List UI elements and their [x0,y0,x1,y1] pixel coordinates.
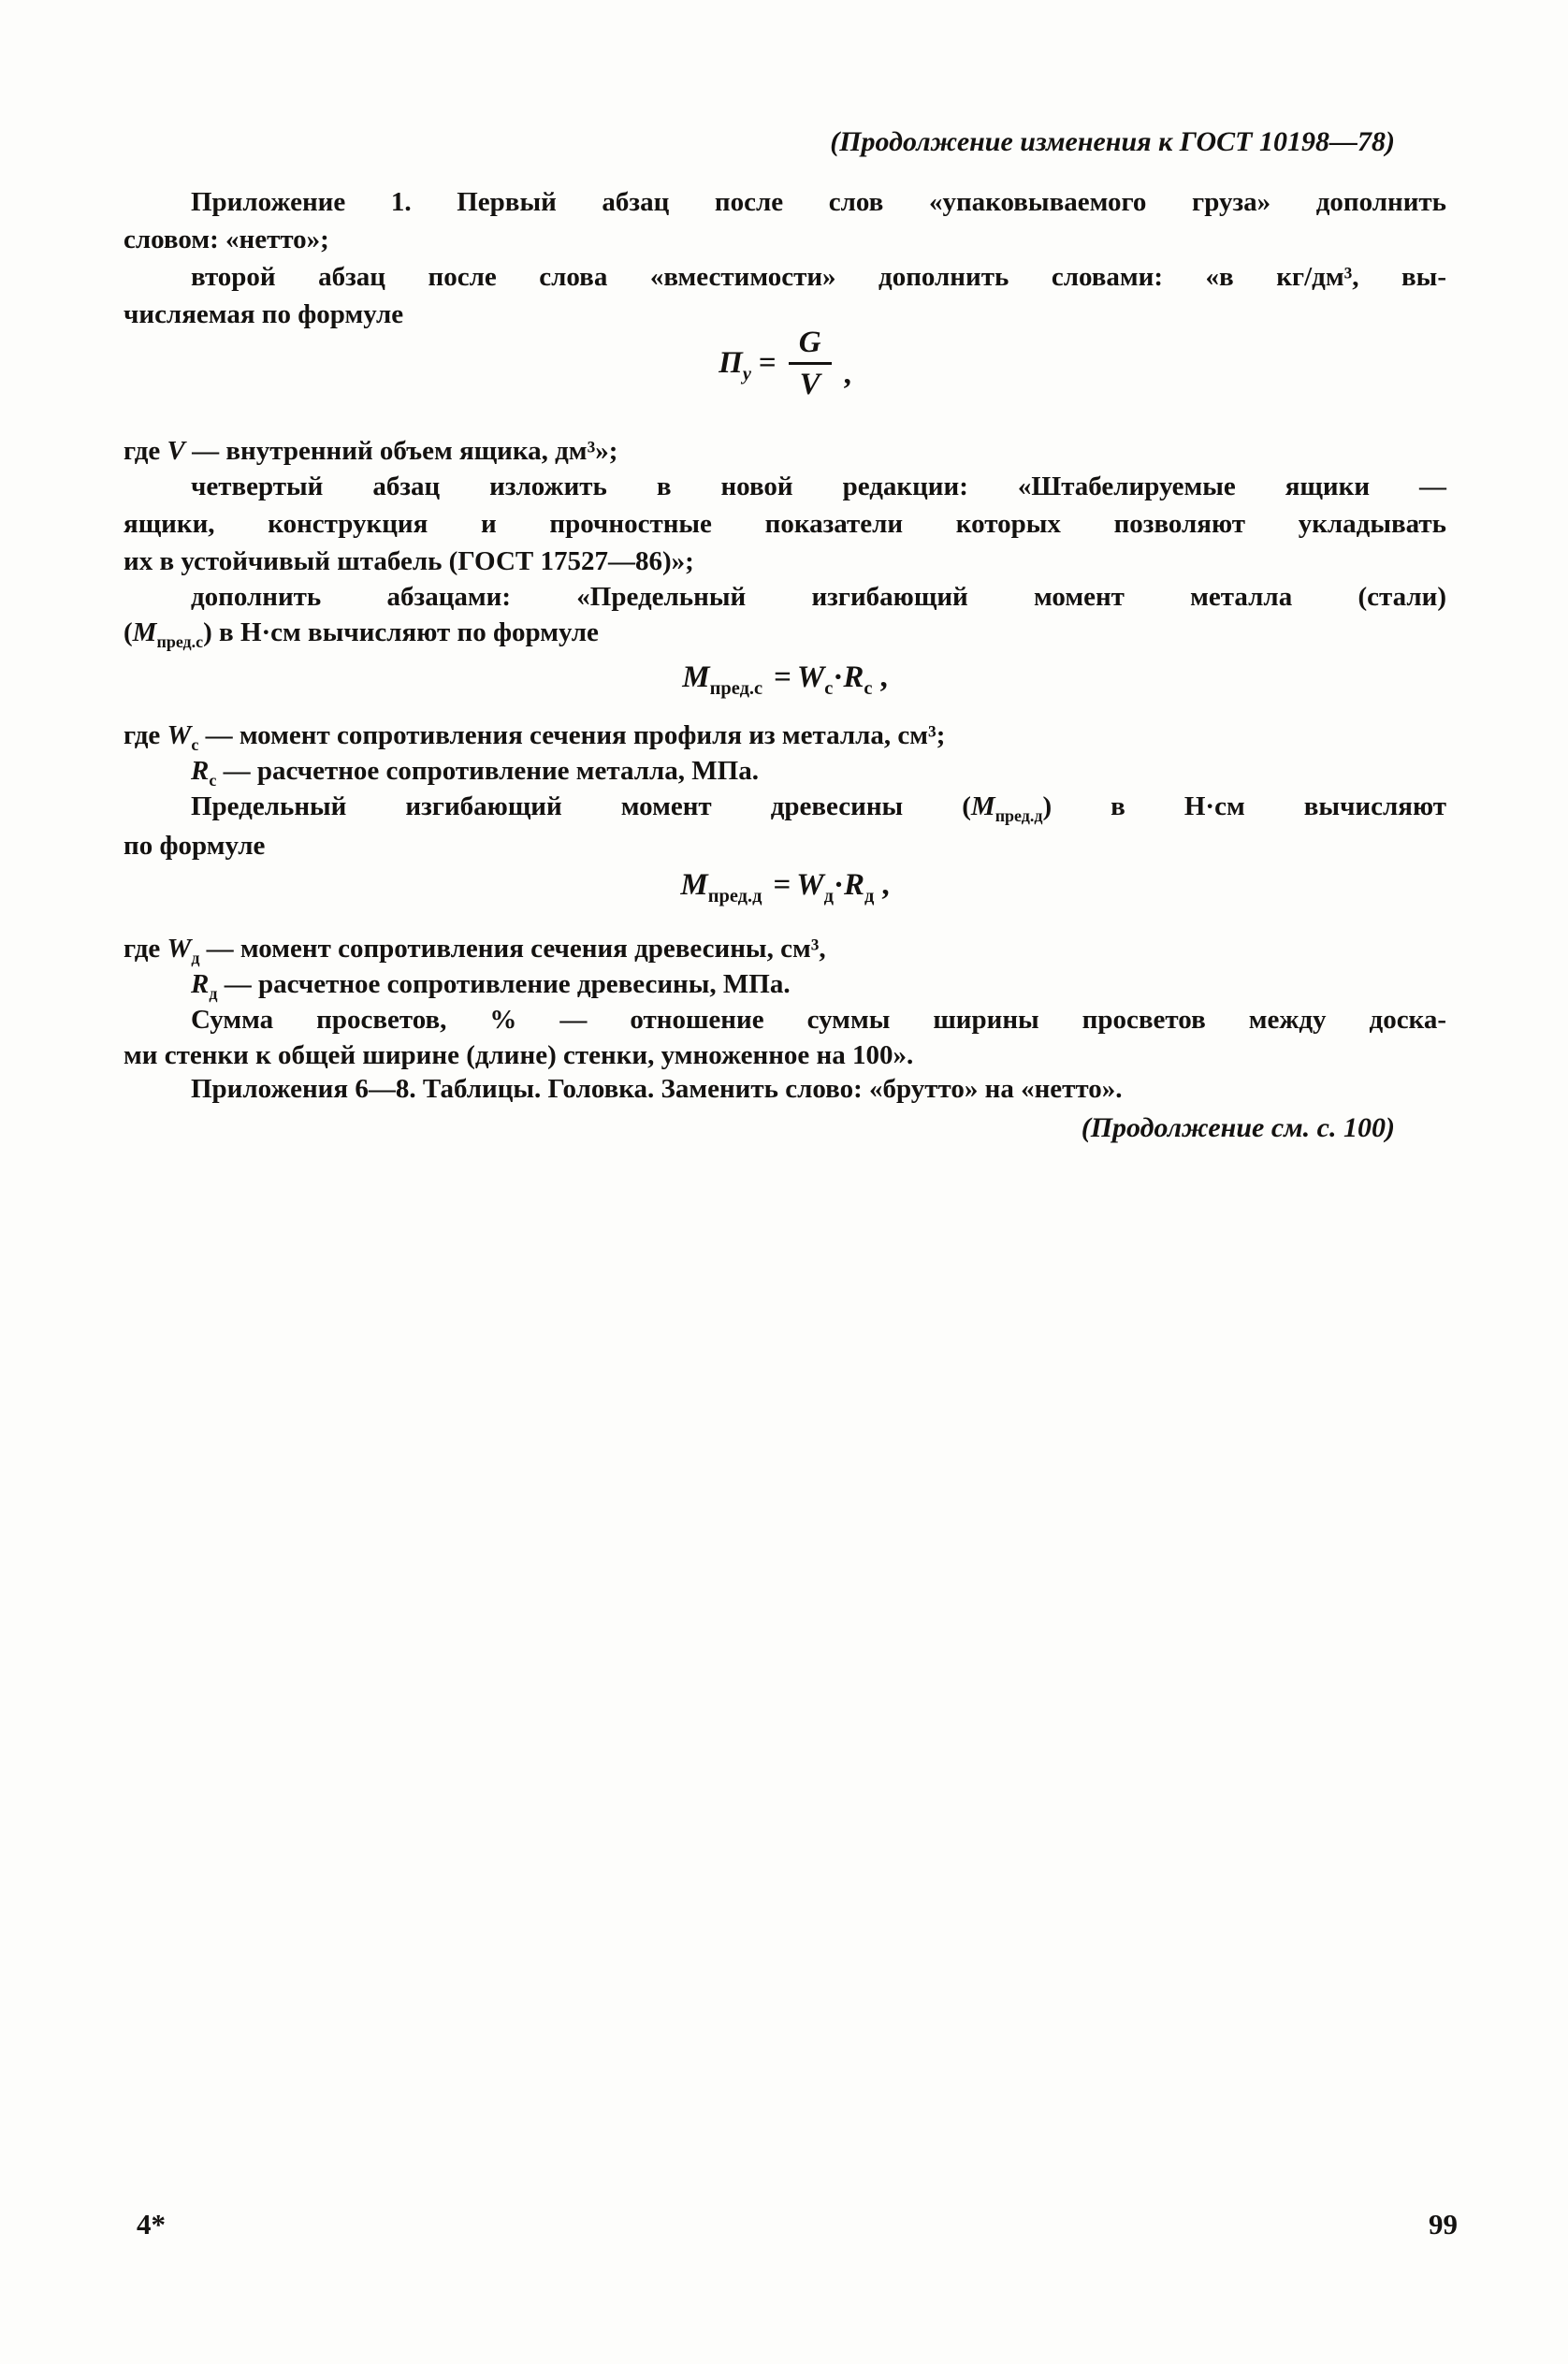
text-line: ми стенки к общей ширине (длине) стенки, умноженное на 100». [123,1040,914,1070]
text-line: Сумма просветов, % — отношение суммы ширины просветов между доска- [191,1005,1446,1035]
page-content [123,0,1446,2364]
text-line: второй абзац после слова «вместимости» дополнить словами: «в кг/дм³, вы- [191,262,1446,292]
text-line: их в устойчивый штабель (ГОСТ 17527—86)»; [123,546,694,576]
text-line: дополнить абзацами: «Предельный изгибающий момент металла (стали) [191,582,1446,612]
text-line: по формуле [123,831,266,861]
definition-r-d: $R_д$ — расчетное сопротивление древесины, МПа. [191,969,791,1004]
formula-m-pred-d: $М_{пред.д} = W_д\cdot R_д$ , [680,868,890,907]
definition-w-c: где $W_с$ — момент сопротивления сечения профиля из металла, см³; [123,720,946,755]
footer-signature-mark: 4* [137,2208,166,2241]
text-line: числяемая по формуле [123,299,404,329]
formula-pu-equals-g-over-v: $П_у$ = $\frac{G}{V}$ , [719,326,851,401]
text-line: Приложение 1. Первый абзац после слов «упаковываемого груза» дополнить [191,187,1446,217]
footer-page-number: 99 [1429,2208,1458,2241]
continuation-note: (Продолжение см. с. 100) [1081,1112,1395,1143]
fraction: $\frac{G}{V}$ [788,326,833,401]
formula-lhs: $П_у$ = [719,346,777,385]
text-line-m-pred-d: Предельный изгибающий момент древесины $(М_{пред.д})$ в Н·см вычисляют [191,791,1446,826]
text-line: четвертый абзац изложить в новой редакции: «Штабелируемые ящики — [191,471,1446,501]
header-continuation-note: (Продолжение изменения к ГОСТ 10198—78) [830,126,1395,157]
text-line: Приложения 6—8. Таблицы. Головка. Заменить слово: «брутто» на «нетто». [191,1074,1123,1104]
text-line: ящики, конструкция и прочностные показатели которых позволяют укладывать [123,509,1446,539]
definition-w-d: где $W_д$ — момент сопротивления сечения древесины, см³, [123,934,826,968]
definition-v: где V — внутренний объем ящика, дм³»; [123,436,618,466]
definition-r-c: $R_с$ — расчетное сопротивление металла, МПа. [191,756,759,790]
text-line: словом: «нетто»; [123,225,329,254]
text-line-m-pred-s: $(М_{пред.с})$ в Н·см вычисляют по формуле [123,617,599,652]
formula-m-pred-s: $М_{пред.с} = W_с\cdot R_с$ , [682,660,888,700]
